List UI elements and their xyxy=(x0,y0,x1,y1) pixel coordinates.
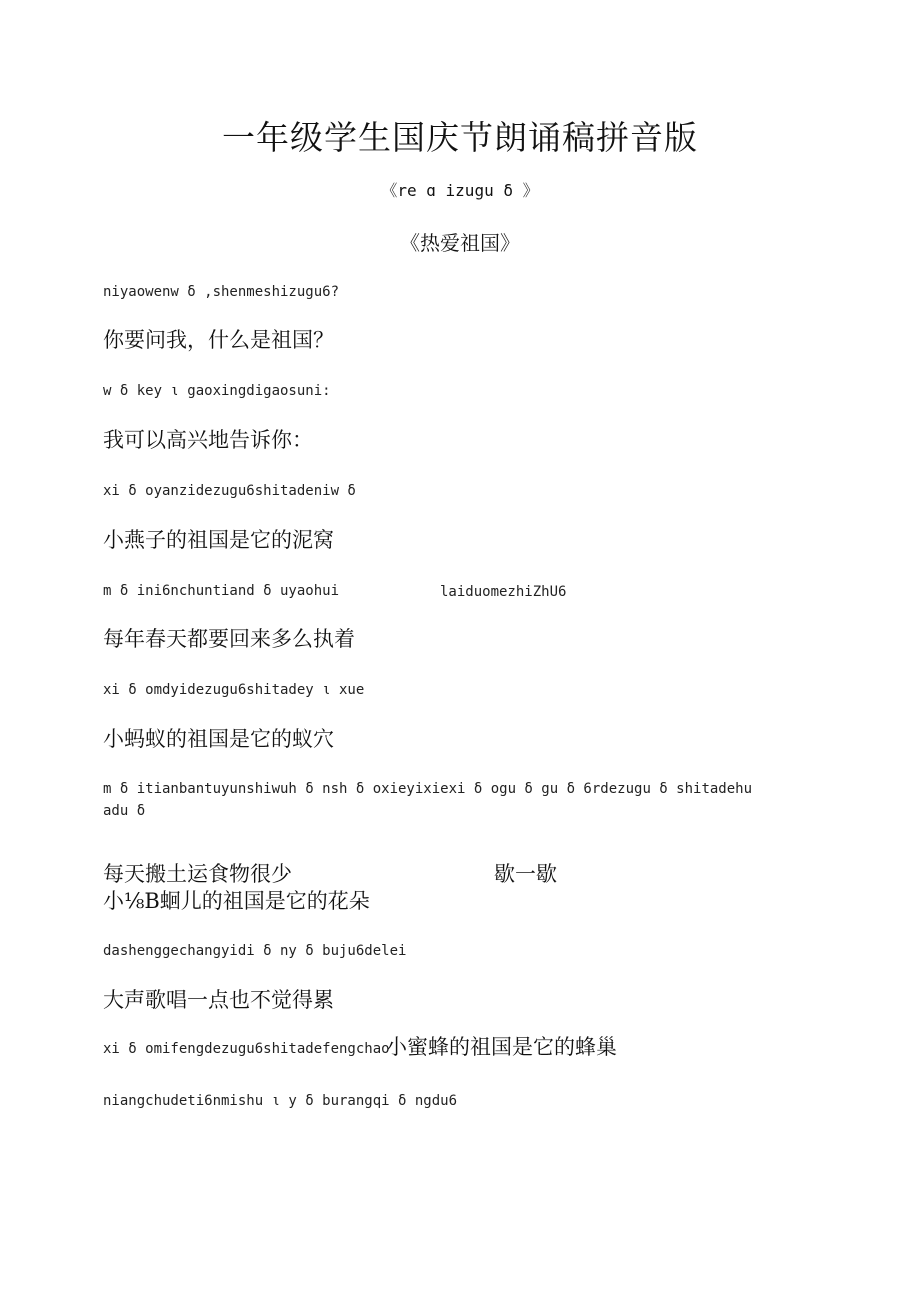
pinyin-line-9: xi δ omifengdezugu6shitadefengchao xyxy=(103,1041,390,1057)
chinese-line-4: 每年春天都要回来多么执着 xyxy=(103,627,355,651)
pinyin-line-5: xi δ omdyidezugu6shitadey ι xue xyxy=(103,682,365,698)
pinyin-line-4a: m δ ini6nchuntiand δ uyaohui xyxy=(103,583,340,599)
chinese-line-8: 大声歌唱一点也不觉得累 xyxy=(103,988,334,1012)
chinese-line-6b: 歇一歇 xyxy=(494,862,557,886)
pinyin-line-4b: laiduomezhiZhU6 xyxy=(440,584,567,600)
pinyin-line-6b: adu δ xyxy=(103,803,146,819)
document-title: 一年级学生国庆节朗诵稿拼音版 xyxy=(222,118,698,157)
chinese-line-9: 小蜜蜂的祖国是它的蜂巢 xyxy=(386,1035,617,1059)
chinese-line-7: 小⅛B蛔儿的祖国是它的花朵 xyxy=(103,889,370,913)
chinese-line-3: 小燕子的祖国是它的泥窝 xyxy=(103,528,334,552)
pinyin-line-1: niyaowenw δ ,shenmeshizugu6? xyxy=(103,284,340,300)
pinyin-line-10: niangchudeti6nmishu ι y δ burangqi δ ngdu6 xyxy=(103,1093,458,1109)
chinese-line-6a: 每天搬土运食物很少 xyxy=(103,862,292,886)
poem-title-pinyin: 《re ɑ izugu δ 》 xyxy=(381,181,539,200)
pinyin-line-8: dashenggechangyidi δ ny δ buju6delei xyxy=(103,943,407,959)
pinyin-line-6a: m δ itianbantuyunshiwuh δ nsh δ oxieyixiexi δ ogu δ gu δ 6rdezugu δ shitadehu xyxy=(103,781,753,797)
pinyin-line-3: xi δ oyanzidezugu6shitadeniw δ xyxy=(103,483,356,499)
poem-title: 《热爱祖国》 xyxy=(400,231,520,255)
chinese-line-5: 小蚂蚁的祖国是它的蚁穴 xyxy=(103,727,334,751)
chinese-line-2: 我可以高兴地告诉你： xyxy=(103,428,313,452)
pinyin-line-2: w δ key ι gaoxingdigaosuni: xyxy=(103,383,331,399)
chinese-line-1: 你要问我，什么是祖国？ xyxy=(103,328,334,352)
